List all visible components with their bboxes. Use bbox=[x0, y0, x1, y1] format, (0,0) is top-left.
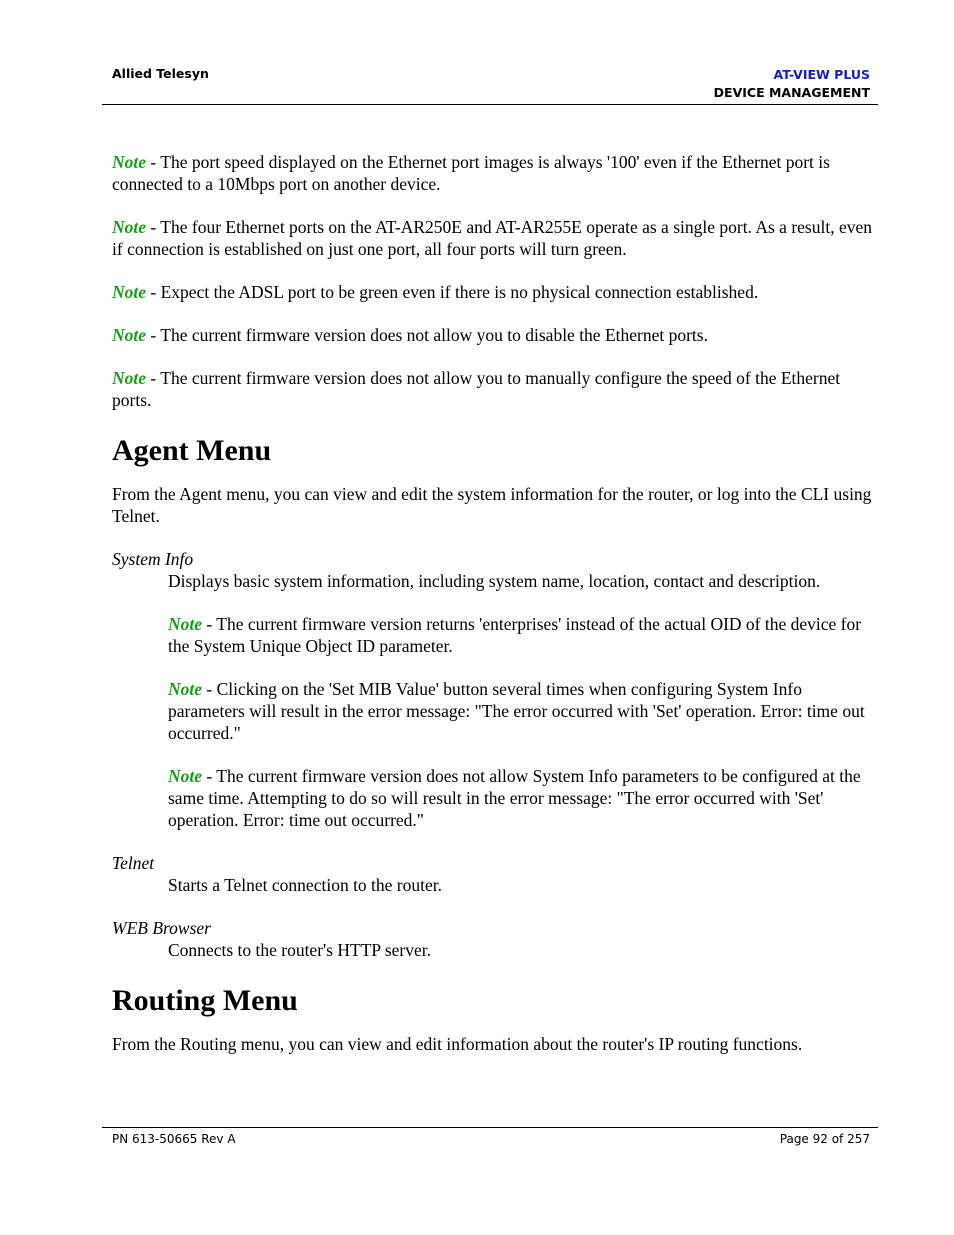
telnet-term: Telnet bbox=[112, 853, 155, 873]
system-info-term: System Info bbox=[112, 549, 194, 569]
note-text: - The current firmware version does not allow you to manually configure the speed of the Ethernet ports. bbox=[112, 368, 841, 410]
note-label: Note bbox=[112, 217, 147, 237]
note-text: - The current firmware version returns 'enterprises' instead of the actual OID of the device for the System Unique Object ID parameter. bbox=[168, 614, 862, 656]
note-label: Note bbox=[112, 325, 147, 345]
note-text: - The current firmware version does not allow you to disable the Ethernet ports. bbox=[146, 325, 708, 345]
telnet-desc: Starts a Telnet connection to the router. bbox=[168, 875, 443, 895]
note-label: Note bbox=[112, 152, 147, 172]
note-text: - The current firmware version does not allow System Info parameters to be configured at the same time. Attempting to do so will result in the error message: "The error occurred with 'Set' operation. Error: time out occurred." bbox=[168, 766, 861, 830]
note-label: Note bbox=[168, 766, 203, 786]
header-company: Allied Telesyn bbox=[112, 66, 209, 81]
page-content bbox=[112, 151, 872, 1055]
note-label: Note bbox=[168, 614, 203, 634]
header-product: AT-VIEW PLUS bbox=[773, 67, 870, 82]
note-paragraph bbox=[112, 281, 872, 303]
system-info-note bbox=[112, 678, 872, 744]
system-info-desc: Displays basic system information, including system name, location, contact and description. bbox=[168, 571, 821, 591]
footer-page-number: Page 92 of 257 bbox=[779, 1132, 870, 1146]
note-text: - Clicking on the 'Set MIB Value' button several times when configuring System Info parameters will result in the error message: "The error occurred with 'Set' operation. Error: time out occurred." bbox=[168, 679, 865, 743]
note-text: - The port speed displayed on the Ethernet port images is always '100' even if the Ethernet port is connected to a 10Mbps port on another device. bbox=[112, 152, 830, 194]
web-browser-term: WEB Browser bbox=[112, 918, 211, 938]
routing-menu-intro: From the Routing menu, you can view and edit information about the router's IP routing functions. bbox=[112, 1034, 803, 1054]
note-paragraph bbox=[112, 324, 872, 346]
header-section: DEVICE MANAGEMENT bbox=[713, 85, 870, 100]
note-paragraph bbox=[112, 216, 872, 260]
agent-menu-intro: From the Agent menu, you can view and edit the system information for the router, or log into the CLI using Telnet. bbox=[112, 484, 872, 526]
system-info-note bbox=[112, 765, 872, 831]
note-label: Note bbox=[168, 679, 203, 699]
note-paragraph bbox=[112, 151, 872, 195]
note-text: - Expect the ADSL port to be green even if there is no physical connection established. bbox=[146, 282, 759, 302]
system-info-note bbox=[112, 613, 872, 657]
note-text: - The four Ethernet ports on the AT-AR250E and AT-AR255E operate as a single port. As a result, even if connection is established on just one port, all four ports will turn green. bbox=[112, 217, 872, 259]
note-label: Note bbox=[112, 282, 147, 302]
note-paragraph bbox=[112, 367, 872, 411]
agent-menu-heading: Agent Menu bbox=[112, 434, 272, 467]
footer-rule bbox=[102, 1127, 878, 1128]
header-title-block bbox=[714, 66, 870, 102]
routing-menu-heading: Routing Menu bbox=[112, 984, 298, 1017]
header-rule bbox=[102, 104, 878, 105]
note-label: Note bbox=[112, 368, 147, 388]
web-browser-desc: Connects to the router's HTTP server. bbox=[168, 940, 432, 960]
footer-part-number: PN 613-50665 Rev A bbox=[112, 1132, 236, 1146]
